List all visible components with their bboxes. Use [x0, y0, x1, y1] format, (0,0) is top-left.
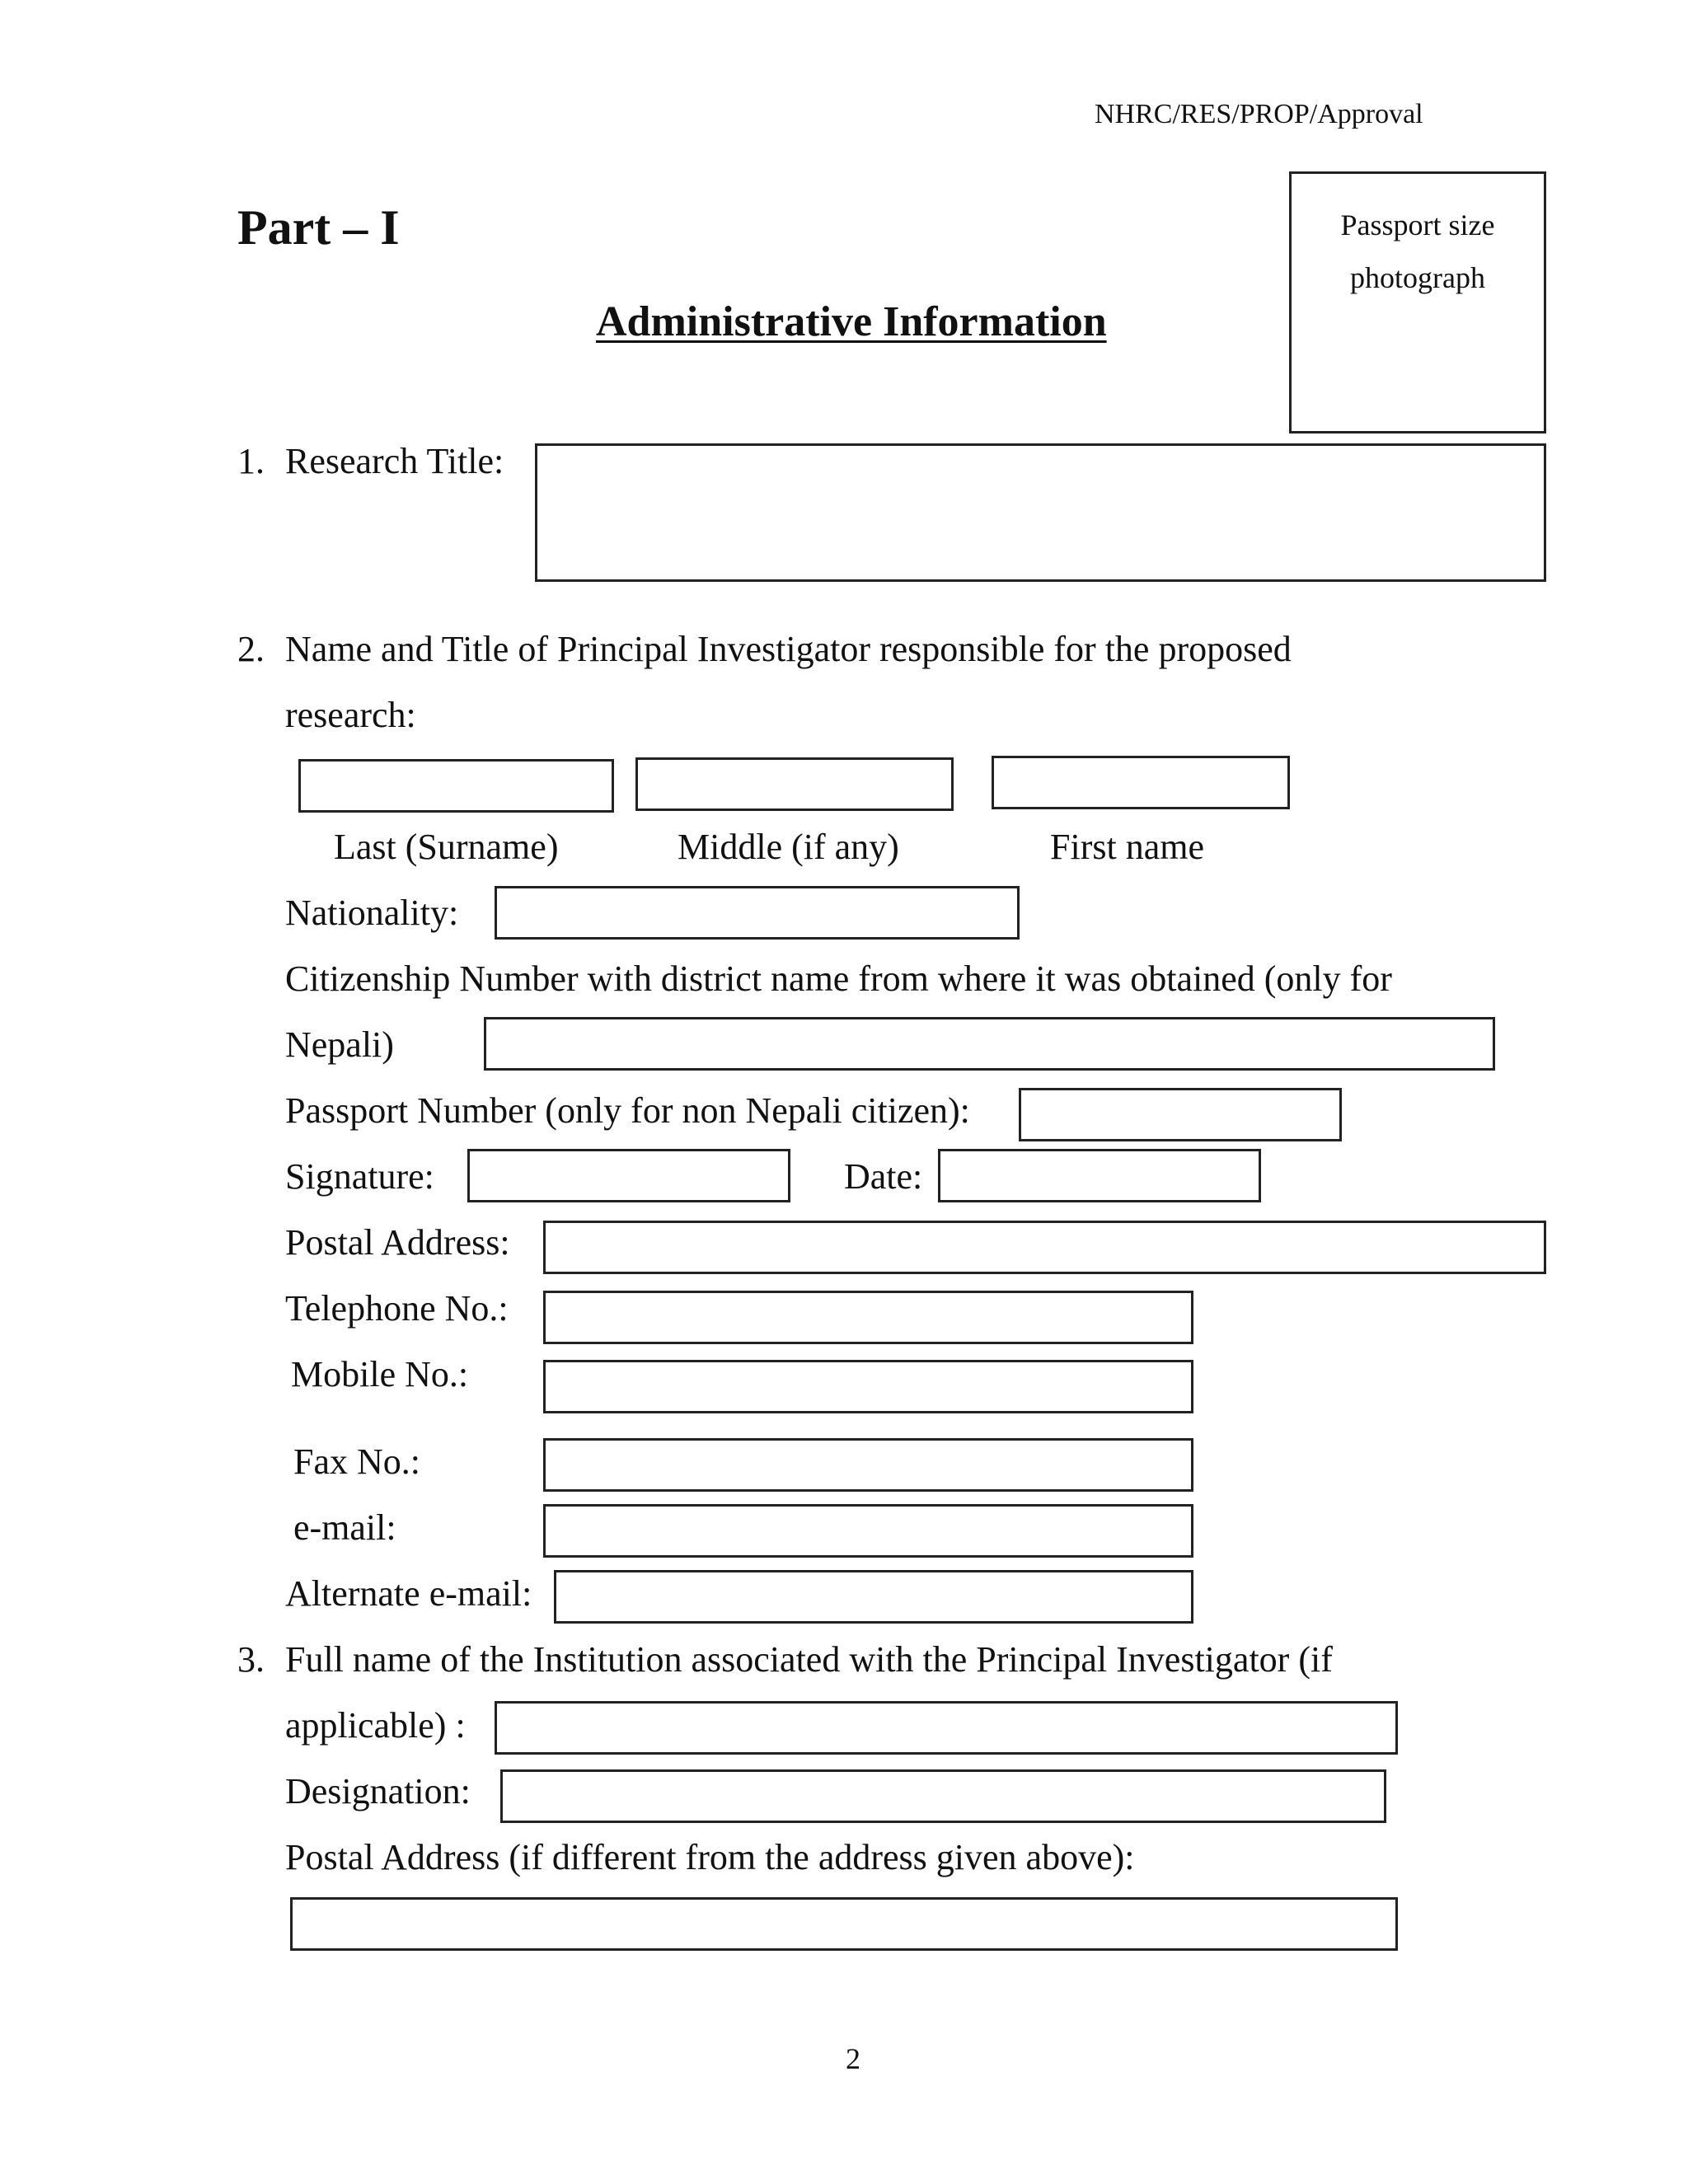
- institution-postal-address-label: Postal Address (if different from the address given above):: [285, 1837, 1135, 1877]
- passport-number-field[interactable]: [1019, 1088, 1342, 1141]
- pi-name-label-line2: research:: [285, 695, 416, 735]
- nationality-field[interactable]: [495, 886, 1020, 940]
- q3-number: 3.: [237, 1639, 265, 1680]
- mobile-label: Mobile No.:: [291, 1354, 469, 1394]
- date-field[interactable]: [938, 1149, 1261, 1202]
- alternate-email-label: Alternate e-mail:: [285, 1573, 532, 1614]
- research-title-field[interactable]: [535, 443, 1546, 582]
- designation-label: Designation:: [285, 1771, 471, 1811]
- alternate-email-field[interactable]: [554, 1570, 1193, 1624]
- signature-label: Signature:: [285, 1156, 434, 1197]
- citizenship-number-field[interactable]: [484, 1017, 1495, 1071]
- photo-box-label-1: Passport size: [1340, 209, 1495, 241]
- institution-label-line1: Full name of the Institution associated with the Principal Investigator (if: [285, 1639, 1333, 1680]
- designation-field[interactable]: [500, 1769, 1386, 1823]
- institution-postal-address-field[interactable]: [290, 1897, 1398, 1951]
- nationality-label: Nationality:: [285, 893, 459, 933]
- q2-number: 2.: [237, 629, 265, 669]
- last-name-label: Last (Surname): [334, 827, 559, 867]
- institution-label-line2: applicable) :: [285, 1705, 466, 1746]
- last-name-field[interactable]: [298, 759, 614, 813]
- signature-field[interactable]: [467, 1149, 790, 1202]
- fax-label: Fax No.:: [293, 1441, 420, 1482]
- postal-address-field[interactable]: [543, 1221, 1546, 1274]
- middle-name-label: Middle (if any): [678, 827, 899, 867]
- page-number: 2: [846, 2042, 860, 2075]
- email-label: e-mail:: [293, 1507, 396, 1548]
- mobile-field[interactable]: [543, 1360, 1193, 1413]
- citizenship-label-line2: Nepali): [285, 1024, 394, 1065]
- passport-photo-box: [1289, 171, 1546, 434]
- telephone-field[interactable]: [543, 1291, 1193, 1344]
- q1-number: 1.: [237, 441, 265, 481]
- postal-address-label: Postal Address:: [285, 1222, 510, 1263]
- middle-name-field[interactable]: [635, 757, 954, 811]
- email-field[interactable]: [543, 1504, 1193, 1558]
- photo-box-label-2: photograph: [1350, 261, 1485, 294]
- first-name-field[interactable]: [992, 756, 1290, 809]
- part-heading: Part – I: [237, 200, 400, 255]
- page-title: Administrative Information: [596, 298, 1107, 345]
- first-name-label: First name: [1050, 827, 1204, 867]
- fax-field[interactable]: [543, 1438, 1193, 1492]
- date-label: Date:: [844, 1156, 923, 1197]
- telephone-label: Telephone No.:: [285, 1288, 509, 1329]
- citizenship-label-line1: Citizenship Number with district name from where it was obtained (only for: [285, 958, 1392, 999]
- research-title-label: Research Title:: [285, 441, 504, 481]
- institution-name-field[interactable]: [495, 1701, 1398, 1755]
- form-code: NHRC/RES/PROP/Approval: [1095, 99, 1423, 129]
- passport-number-label: Passport Number (only for non Nepali citizen):: [285, 1090, 970, 1131]
- pi-name-label-line1: Name and Title of Principal Investigator responsible for the proposed: [285, 629, 1292, 669]
